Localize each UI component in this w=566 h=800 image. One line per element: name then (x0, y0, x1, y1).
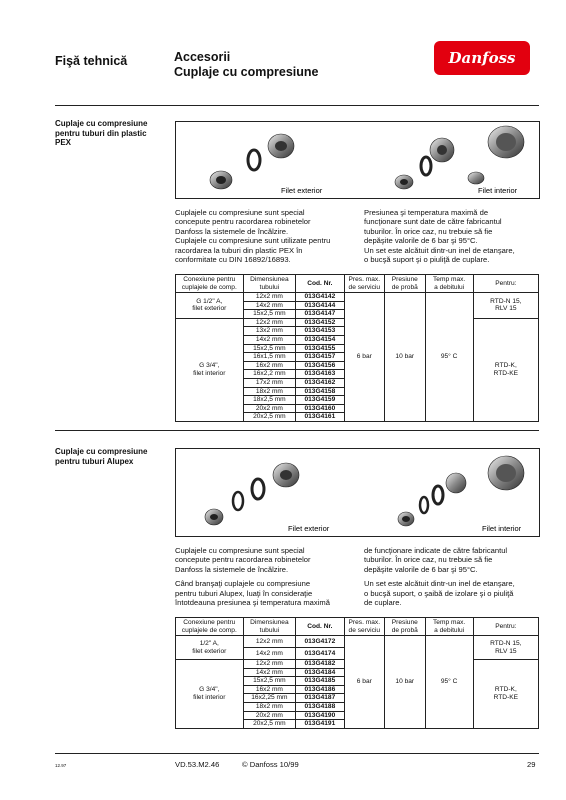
max-temp-cell: 95° C (425, 293, 473, 422)
section2-figure (175, 448, 540, 537)
code-cell: 013G4157 (296, 353, 344, 362)
col-header-connection (176, 275, 244, 293)
for-cell-line: RTD-KE (493, 693, 519, 701)
dimension-cell: 15x2,5 mm (243, 310, 296, 319)
dimension-cell: 16x1,5 mm (243, 353, 296, 362)
caption-filet-exterior: Filet exterior (288, 524, 330, 533)
code-cell: 013G4172 (296, 636, 344, 648)
title-line-2: Cuplaje cu compresiune (174, 65, 319, 79)
section2-description-left (175, 546, 350, 607)
page-category: Fişă tehnică (55, 54, 128, 68)
caption-filet-exterior: Filet exterior (281, 186, 323, 195)
code-cell: 013G4161 (296, 413, 344, 422)
section1-spec-table (175, 274, 539, 422)
para-line: Când branşaţi cuplajele cu compresiune (175, 579, 311, 589)
section1-label-line: pentru tuburi din plastic (55, 128, 147, 138)
for-cell (473, 318, 538, 421)
for-cell-line: RLV 15 (495, 305, 517, 313)
para-line: funcţionare sunt date de către fabricantul (364, 217, 502, 227)
title-line-1: Accesorii (174, 50, 231, 64)
dimension-cell: 16x2,25 mm (243, 694, 296, 703)
code-cell: 013G4184 (296, 668, 344, 677)
para-line: depăşite valorile de 6 bar şi 95°C. (364, 236, 478, 246)
col-header-max-pressure-line: de serviciu (348, 283, 381, 291)
para-line: de cuplare. (364, 598, 402, 608)
col-header-test-pressure (385, 275, 426, 293)
dimension-cell: 20x2,5 mm (243, 413, 296, 422)
connection-cell (176, 318, 244, 421)
max-temp-cell: 95° C (425, 636, 473, 729)
dimension-cell: 16x2,2 mm (243, 370, 296, 379)
col-header-max-pressure-line: de serviciu (348, 626, 381, 634)
para-line: concepute pentru racordarea robinetelor (175, 555, 311, 565)
code-cell: 013G4147 (296, 310, 344, 319)
code-cell: 013G4185 (296, 677, 344, 686)
para-line: Danfoss la sistemele de încălzire. (175, 226, 289, 236)
for-cell (473, 293, 538, 319)
for-cell (473, 636, 538, 660)
col-header-max-pressure-line: Pres. max. (348, 618, 381, 626)
col-header-max-pressure (344, 275, 384, 293)
para-line: Cuplajele cu compresiune sunt special (175, 546, 305, 555)
col-header-connection-line: Conexiune pentru (183, 618, 236, 626)
code-cell: 013G4187 (296, 694, 344, 703)
col-header-max-temp-line: Temp max. (433, 275, 466, 283)
para-line: depăşite valorile de 6 bar şi 95°C. (364, 564, 478, 574)
connection-cell-line: filet exterior (192, 647, 227, 655)
dimension-cell: 16x2 mm (243, 685, 296, 694)
para-line: tuburilor. În orice caz, nu trebuie să fie (364, 555, 493, 565)
connection-cell-line: G 1/2" A, (196, 297, 223, 305)
col-header-code: Cod. Nr. (296, 275, 344, 293)
code-cell: 013G4158 (296, 387, 344, 396)
table-row (176, 293, 539, 302)
para-line: racordarea la tuburi din plastic PEX în (175, 245, 303, 255)
table-header-row (176, 618, 539, 636)
test-pressure-cell: 10 bar (385, 636, 426, 729)
connection-cell-line: filet interior (193, 693, 226, 701)
col-header-max-pressure-line: Pres. max. (348, 275, 381, 283)
test-pressure-cell: 10 bar (385, 293, 426, 422)
col-header-max-temp-line: a debitului (434, 283, 465, 291)
svg-text:Danfoss: Danfoss (448, 49, 516, 67)
connection-cell-line: filet interior (193, 369, 226, 377)
col-header-test-pressure (385, 618, 426, 636)
for-cell-line: RTD-K, (494, 686, 517, 694)
section1-label-line: Cuplaje cu compresiune (55, 119, 148, 128)
code-cell: 013G4186 (296, 685, 344, 694)
for-cell-line: RLV 15 (495, 647, 517, 655)
col-header-max-temp (425, 275, 473, 293)
col-header-dimension-line: Dimensiunea (250, 275, 289, 283)
dimension-cell: 14x2 mm (243, 668, 296, 677)
section1-description-right (364, 208, 539, 264)
code-cell: 013G4155 (296, 344, 344, 353)
col-header-max-temp-line: a debitului (434, 626, 465, 634)
coupling-illustration (176, 449, 539, 536)
connection-cell-line: 1/2" A, (199, 639, 219, 647)
para-line: de funcţionare indicate de către fabricantul (364, 546, 508, 555)
for-cell-line: RTD-K, (494, 362, 517, 370)
footer-small-code: 12.97 (55, 763, 67, 768)
code-cell: 013G4144 (296, 301, 344, 310)
para-line: Un set este alcătuit dintr-un inel de etanşare, (364, 579, 515, 589)
coupling-illustration (176, 122, 539, 198)
dimension-cell: 12x2 mm (243, 293, 296, 302)
for-cell (473, 660, 538, 729)
para-line: concepute pentru racordarea robinetelor (175, 217, 311, 227)
code-cell: 013G4156 (296, 361, 344, 370)
connection-cell-line: filet exterior (192, 305, 227, 313)
dimension-cell: 15x2,5 mm (243, 344, 296, 353)
col-header-max-temp (425, 618, 473, 636)
dimension-cell: 20x2 mm (243, 404, 296, 413)
col-header-code: Cod. Nr. (296, 618, 344, 636)
code-cell: 013G4142 (296, 293, 344, 302)
code-cell: 013G4190 (296, 711, 344, 720)
section2-label (55, 447, 165, 466)
para-line: Cuplajele cu compresiune sunt utilizate pentru (175, 236, 331, 246)
code-cell: 013G4160 (296, 404, 344, 413)
max-pressure-cell: 6 bar (344, 293, 384, 422)
section2-label-line: pentru tuburi Alupex (55, 456, 134, 466)
for-cell-line: RTD-N 15, (490, 639, 522, 647)
table-header-row (176, 275, 539, 293)
footer-rule (55, 753, 539, 754)
dimension-cell: 16x2 mm (243, 361, 296, 370)
header-rule (55, 105, 539, 106)
section2-label-line: Cuplaje cu compresiune (55, 447, 148, 456)
footer-copyright: © Danfoss 10/99 (242, 760, 299, 769)
dimension-cell: 17x2 mm (243, 378, 296, 387)
section1-description-left (175, 208, 350, 264)
danfoss-logo (432, 38, 532, 78)
col-header-for: Pentru: (473, 618, 538, 636)
connection-cell-line: G 3/4", (199, 686, 220, 694)
dimension-cell: 14x2 mm (243, 648, 296, 660)
caption-filet-interior: Filet interior (482, 524, 522, 533)
col-header-test-pressure-line: Presiune (391, 275, 418, 283)
for-cell-line: RTD-N 15, (490, 297, 522, 305)
para-line: Un set este alcătuit dintr-un inel de etanşare, (364, 245, 515, 255)
section2-spec-table (175, 617, 539, 729)
section1-figure (175, 121, 540, 199)
col-header-connection (176, 618, 244, 636)
code-cell: 013G4159 (296, 396, 344, 405)
col-header-dimension-line: tubului (259, 626, 280, 634)
code-cell: 013G4163 (296, 370, 344, 379)
col-header-connection-line: cuplajele de comp. (181, 283, 237, 291)
connection-cell (176, 660, 244, 729)
para-line: conformitate cu DIN 16892/16893. (175, 255, 291, 265)
code-cell: 013G4188 (296, 702, 344, 711)
code-cell: 013G4182 (296, 660, 344, 669)
para-line: pentru tuburi Alupex, luaţi în consideraţie (175, 588, 313, 598)
code-cell: 013G4153 (296, 327, 344, 336)
section-divider (55, 430, 539, 431)
for-cell-line: RTD-KE (493, 369, 519, 377)
section2-description-right (364, 546, 539, 607)
col-header-max-temp-line: Temp max. (433, 618, 466, 626)
connection-cell (176, 636, 244, 660)
para-line: Cuplajele cu compresiune sunt special (175, 208, 305, 217)
para-line: Danfoss la sistemele de încălzire. (175, 564, 289, 574)
page-title (174, 50, 318, 80)
code-cell: 013G4152 (296, 318, 344, 327)
connection-cell (176, 293, 244, 319)
dimension-cell: 12x2 mm (243, 660, 296, 669)
col-header-max-pressure (344, 618, 384, 636)
col-header-connection-line: Conexiune pentru (183, 275, 236, 283)
table-row (176, 636, 539, 648)
dimension-cell: 18x2 mm (243, 702, 296, 711)
connection-cell-line: G 3/4", (199, 362, 220, 370)
code-cell: 013G4191 (296, 720, 344, 729)
code-cell: 013G4154 (296, 335, 344, 344)
dimension-cell: 18x2,5 mm (243, 396, 296, 405)
col-header-test-pressure-line: de probă (391, 626, 418, 634)
dimension-cell: 12x2 mm (243, 318, 296, 327)
col-header-dimension (243, 618, 296, 636)
dimension-cell: 14x2 mm (243, 335, 296, 344)
code-cell: 013G4174 (296, 648, 344, 660)
dimension-cell: 14x2 mm (243, 301, 296, 310)
para-line: întotdeauna presiunea şi temperatura maximă (175, 598, 330, 608)
code-cell: 013G4162 (296, 378, 344, 387)
col-header-dimension-line: Dimensiunea (250, 618, 289, 626)
para-line: o bucşă suport, o şaibă de izolare şi o piuliţă (364, 588, 514, 598)
page-number: 29 (527, 760, 536, 769)
para-line: Presiunea şi temperatura maximă de (364, 208, 489, 217)
para-line: o bucşă suport şi o piuliţă de cuplare. (364, 255, 490, 265)
dimension-cell: 13x2 mm (243, 327, 296, 336)
col-header-test-pressure-line: de probă (391, 283, 418, 291)
dimension-cell: 18x2 mm (243, 387, 296, 396)
section1-label (55, 119, 165, 148)
col-header-test-pressure-line: Presiune (391, 618, 418, 626)
dimension-cell: 15x2,5 mm (243, 677, 296, 686)
col-header-connection-line: cuplajele de comp. (181, 626, 237, 634)
col-header-dimension-line: tubului (259, 283, 280, 291)
dimension-cell: 20x2,5 mm (243, 720, 296, 729)
dimension-cell: 12x2 mm (243, 636, 296, 648)
max-pressure-cell: 6 bar (344, 636, 384, 729)
col-header-for: Pentru: (473, 275, 538, 293)
section1-label-line: PEX (55, 138, 72, 147)
caption-filet-interior: Filet interior (478, 186, 518, 195)
para-line: tuburilor. În orice caz, nu trebuie să fie (364, 226, 493, 236)
footer-doc-ref: VD.53.M2.46 (175, 760, 220, 769)
col-header-dimension (243, 275, 296, 293)
dimension-cell: 20x2 mm (243, 711, 296, 720)
